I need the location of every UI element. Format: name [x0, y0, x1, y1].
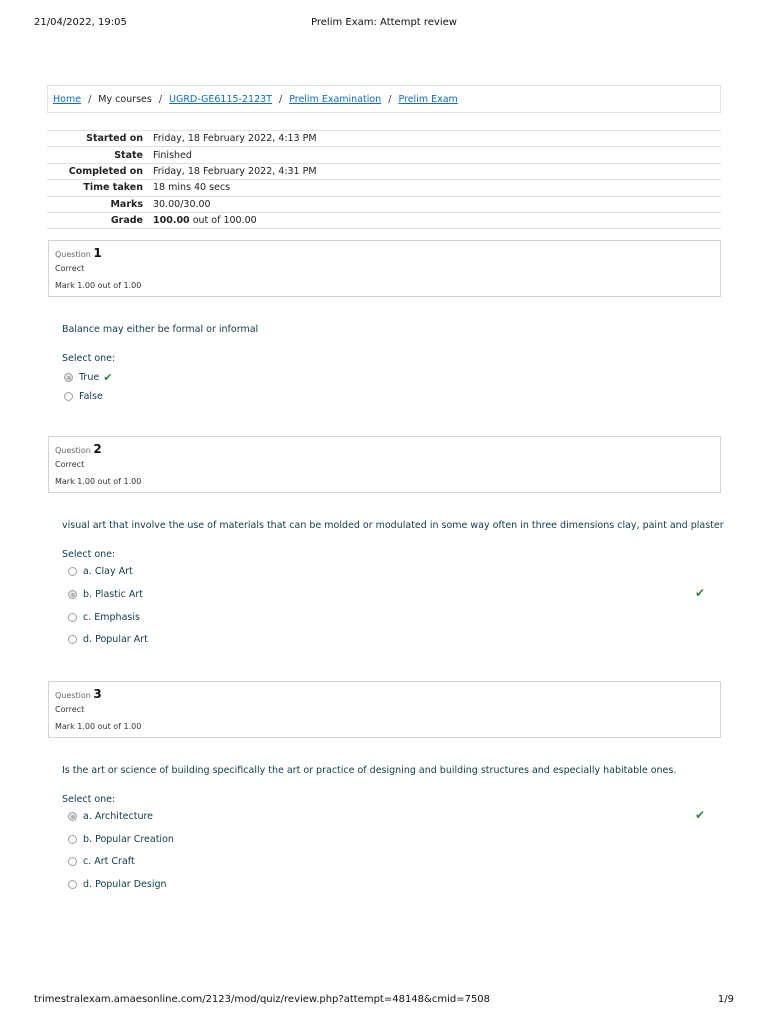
breadcrumb-my-courses: My courses [98, 93, 152, 105]
summary-row-state [47, 147, 721, 163]
answer-option[interactable] [68, 612, 140, 623]
question-state: Correct [55, 460, 85, 469]
question-state: Correct [55, 264, 85, 273]
radio-button[interactable] [64, 373, 73, 382]
radio-button[interactable] [68, 857, 77, 866]
summary-row-started [47, 131, 721, 147]
summary-label: Completed on [68, 165, 143, 177]
question-number-value: 1 [93, 246, 102, 260]
question-info [48, 681, 721, 738]
select-one-prompt: Select one: [62, 794, 116, 805]
summary-value: Friday, 18 February 2022, 4:31 PM [153, 165, 317, 177]
breadcrumb-quiz-link[interactable]: Prelim Exam [398, 93, 458, 105]
radio-button[interactable] [68, 635, 77, 644]
answer-option[interactable] [64, 391, 103, 402]
radio-button[interactable] [68, 812, 77, 821]
option-label: d. Popular Art [83, 634, 148, 645]
question-text: visual art that involve the use of materials that can be molded or modulated in some way often in three dimensions clay, paint and plaster [62, 520, 724, 531]
breadcrumb-separator: / [88, 93, 92, 105]
question-number-value: 3 [93, 687, 102, 701]
radio-button[interactable] [68, 880, 77, 889]
grade-total: out of 100.00 [189, 215, 257, 227]
summary-row-time-taken [47, 180, 721, 196]
question-label: Question [55, 446, 91, 455]
select-one-prompt: Select one: [62, 353, 116, 364]
radio-button[interactable] [68, 613, 77, 622]
answer-option[interactable] [68, 589, 143, 600]
summary-label: Marks [110, 198, 143, 210]
summary-value: 30.00/30.00 [153, 198, 211, 210]
answer-option[interactable] [68, 634, 148, 645]
print-url: trimestralexam.amaesonline.com/2123/mod/quiz/review.php?attempt=48148&cmid=7508 [34, 994, 491, 1005]
summary-row-marks [47, 196, 721, 212]
question-state: Correct [55, 705, 85, 714]
option-label: d. Popular Design [83, 879, 167, 890]
page-number: 1/9 [717, 994, 734, 1005]
question-number [55, 687, 714, 701]
breadcrumb-home-link[interactable]: Home [53, 93, 82, 105]
question-mark: Mark 1.00 out of 1.00 [55, 722, 142, 731]
answer-option[interactable] [68, 879, 167, 890]
summary-label: Started on [86, 133, 143, 145]
breadcrumb-course-link[interactable]: UGRD-GE6115-2123T [169, 93, 272, 105]
breadcrumb-section-link[interactable]: Prelim Examination [289, 93, 382, 105]
question-label: Question [55, 250, 91, 259]
check-icon: ✔ [695, 808, 706, 822]
question-text: Is the art or science of building specifically the art or practice of designing and building structures and especially habitable ones. [62, 765, 677, 776]
select-one-prompt: Select one: [62, 549, 116, 560]
question-number [55, 246, 714, 260]
radio-button[interactable] [68, 567, 77, 576]
radio-button[interactable] [68, 590, 77, 599]
summary-row-grade [47, 212, 721, 228]
answer-option[interactable] [68, 811, 153, 822]
summary-value: 18 mins 40 secs [153, 182, 231, 194]
summary-value [150, 212, 721, 228]
print-title: Prelim Exam: Attempt review [311, 17, 457, 28]
answer-option[interactable] [68, 566, 133, 577]
breadcrumb [47, 85, 721, 113]
print-timestamp: 21/04/2022, 19:05 [34, 17, 127, 28]
question-label: Question [55, 691, 91, 700]
check-icon: ✔ [695, 586, 706, 600]
radio-button[interactable] [64, 392, 73, 401]
check-icon: ✔ [103, 371, 113, 384]
summary-value: Friday, 18 February 2022, 4:13 PM [153, 133, 317, 145]
breadcrumb-separator: / [158, 93, 163, 105]
grade-score: 100.00 [153, 215, 190, 227]
summary-label: Time taken [83, 182, 143, 194]
option-label: False [79, 391, 103, 402]
question-info [48, 240, 721, 297]
breadcrumb-separator: / [278, 93, 283, 105]
breadcrumb-separator: / [388, 93, 392, 105]
question-number [55, 442, 714, 456]
question-mark: Mark 1.00 out of 1.00 [55, 477, 142, 486]
summary-row-completed [47, 163, 721, 179]
summary-value: Finished [153, 149, 192, 161]
radio-button[interactable] [68, 835, 77, 844]
option-label: a. Clay Art [83, 566, 133, 577]
option-label: c. Art Craft [83, 856, 135, 867]
option-label: True [79, 372, 100, 383]
option-label: c. Emphasis [83, 612, 140, 623]
attempt-summary-table [47, 130, 721, 229]
summary-label: Grade [110, 215, 143, 227]
option-label: b. Plastic Art [83, 589, 143, 600]
question-number-value: 2 [93, 442, 102, 456]
answer-option[interactable] [68, 856, 135, 867]
option-label: b. Popular Creation [83, 834, 174, 845]
question-mark: Mark 1.00 out of 1.00 [55, 281, 142, 290]
question-text: Balance may either be formal or informal [62, 324, 259, 335]
question-info [48, 436, 721, 493]
answer-option[interactable] [68, 834, 174, 845]
summary-label: State [114, 149, 143, 161]
answer-option[interactable] [64, 371, 112, 384]
option-label: a. Architecture [83, 811, 154, 822]
